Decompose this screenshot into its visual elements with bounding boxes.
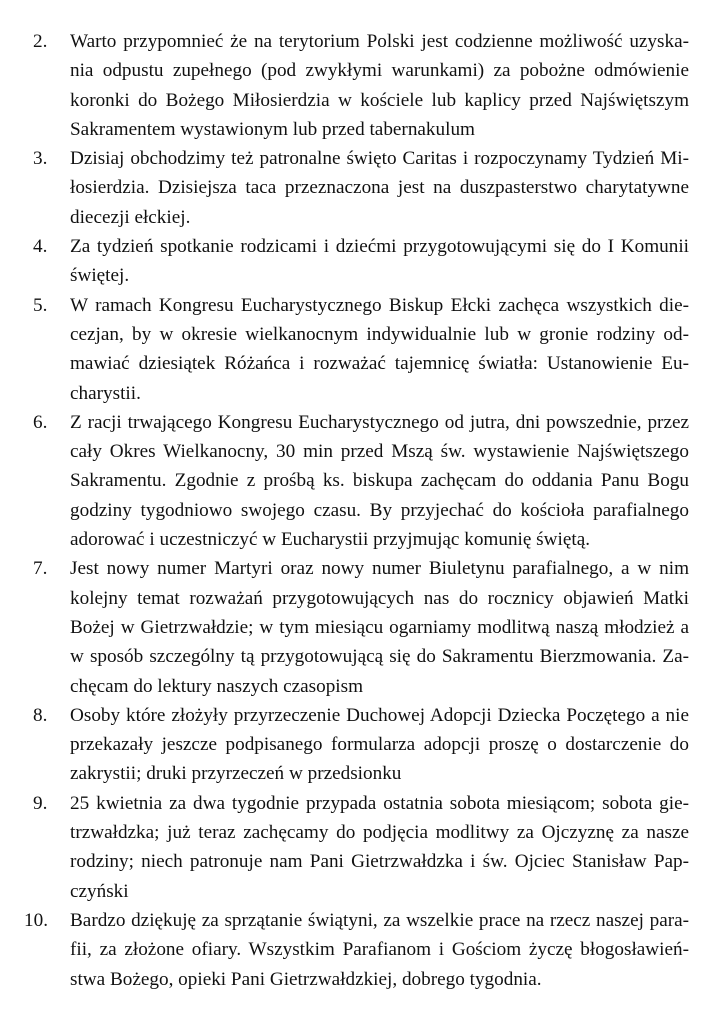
parish-notices-list — [0, 27, 724, 994]
item-line: w sposób szczególny tą przygotowującą się do Sakramentu Bierzmowania. Za- — [70, 646, 689, 668]
item-line: Za tydzień spotkanie rodzicami i dziećmi przygotowującymi się do I Komunii — [70, 236, 689, 258]
item-line: charystii. — [70, 382, 141, 404]
notice-item-9 — [0, 789, 724, 906]
item-number: 5. — [33, 294, 48, 316]
notice-item-8 — [0, 701, 724, 789]
item-line: Bardzo dziękuję za sprzątanie świątyni, za wszelkie prace na rzecz naszej para- — [70, 909, 689, 931]
notice-item-10 — [0, 906, 724, 994]
item-number: 2. — [33, 31, 48, 52]
notice-item-3 — [0, 144, 724, 232]
item-line: Z racji trwającego Kongresu Eucharystycznego od jutra, dni powszednie, przez — [70, 411, 689, 433]
notice-item-2 — [0, 27, 724, 144]
document-page — [0, 27, 724, 994]
item-line: nia odpustu zupełnego (pod zwykłymi warunkami) za pobożne odmówienie — [70, 60, 689, 82]
item-number: 7. — [33, 558, 48, 580]
item-line: przekazały jeszcze podpisanego formularza adopcji proszę o dostarczenie do — [70, 734, 689, 756]
item-line: Dzisiaj obchodzimy też patronalne święto Caritas i rozpoczynamy Tydzień Mi- — [70, 148, 689, 170]
item-line: czyński — [70, 880, 129, 902]
item-number: 10. — [24, 909, 48, 931]
item-line: godziny tygodniowo swojego czasu. By przyjechać do kościoła parafialnego — [70, 499, 689, 521]
item-line: Jest nowy numer Martyri oraz nowy numer Biuletynu parafialnego, a w nim — [70, 558, 689, 580]
item-number: 9. — [33, 792, 48, 814]
notice-item-4 — [0, 232, 724, 291]
item-line: chęcam do lektury naszych czasopism — [70, 675, 364, 697]
item-line: koronki do Bożego Miłosierdzia w kościele lub kaplicy przed Najświętszym — [70, 89, 689, 111]
item-line: cezjan, by w okresie wielkanocnym indywidualnie lub w gronie rodziny od- — [70, 323, 689, 345]
item-line: mawiać dziesiątek Różańca i rozważać tajemnicę światła: Ustanowienie Eu- — [70, 353, 689, 375]
item-line: Warto przypomnieć że na terytorium Polski jest codzienne możliwość uzyska- — [70, 31, 689, 52]
notice-item-6 — [0, 408, 724, 554]
item-line: diecezji ełckiej. — [70, 206, 191, 228]
item-line: 25 kwietnia za dwa tygodnie przypada ostatnia sobota miesiącom; sobota gie- — [70, 792, 689, 814]
notice-item-7 — [0, 554, 724, 700]
item-line: zakrystii; druki przyrzeczeń w przedsionku — [70, 763, 402, 785]
item-line: stwa Bożego, opieki Pani Gietrzwałdzkiej, dobrego tygodnia. — [70, 968, 542, 990]
item-line: świętej. — [70, 265, 130, 287]
item-line: rodziny; niech patronuje nam Pani Gietrzwałdzka i św. Ojciec Stanisław Pap- — [70, 851, 689, 873]
item-number: 8. — [33, 704, 48, 726]
item-line: trzwałdzka; już teraz zachęcamy do podjęcia modlitwy za Ojczyznę za nasze — [70, 822, 689, 844]
item-line: Sakramentem wystawionym lub przed tabernakulum — [70, 118, 475, 140]
item-line: cały Okres Wielkanocny, 30 min przed Mszą św. wystawienie Najświętszego — [70, 441, 689, 463]
item-line: fii, za złożone ofiary. Wszystkim Parafianom i Gościom życzę błogosławień- — [70, 939, 689, 961]
item-number: 6. — [33, 411, 48, 433]
item-line: W ramach Kongresu Eucharystycznego Biskup Ełcki zachęca wszystkich die- — [70, 294, 689, 316]
item-line: Sakramentu. Zgodnie z prośbą ks. biskupa zachęcam do oddania Panu Bogu — [70, 470, 689, 492]
item-line: Bożej w Gietrzwałdzie; w tym miesiącu ogarniamy modlitwą naszą młodzież a — [70, 616, 689, 638]
item-number: 4. — [33, 236, 48, 258]
item-line: kolejny temat rozważań przygotowujących nas do rocznicy objawień Matki — [70, 587, 689, 609]
item-line: adorować i uczestniczyć w Eucharystii przyjmując komunię świętą. — [70, 529, 591, 551]
item-line: Osoby które złożyły przyrzeczenie Duchowej Adopcji Dziecka Poczętego a nie — [70, 704, 689, 726]
item-line: łosierdzia. Dzisiejsza taca przeznaczona jest na duszpasterstwo charytatywne — [70, 177, 689, 199]
notice-item-5 — [0, 291, 724, 408]
item-number: 3. — [33, 148, 48, 170]
